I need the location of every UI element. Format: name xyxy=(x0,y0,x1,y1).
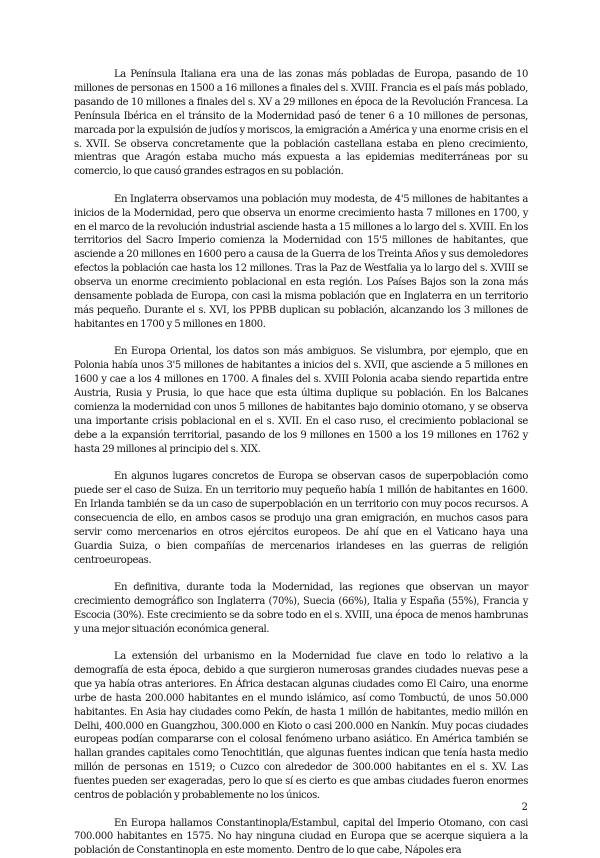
paragraph-italy-france-iberia: La Península Italiana era una de las zonas más pobladas de Europa, pasando de 10 millones de personas en 1500 a 16 millones a finales del s. XVIII. Francia es el país más poblado, pasando de 10 millones a finales del s. XV a 29 millones en época de la Revolución Francesa. La Península Ibérica en el tránsito de la Modernidad pasó de tener 6 a 10 millones de personas, marcada por la expulsión de judíos y moriscos, la emigración a América y una enorme crisis en el s. XVII. Se observa concretamente que la población castellana estaba en pleno crecimiento, mientras que Aragón estaba mucho más expuesta a las epidemias mediterráneas por su comercio, lo que causó grandes estragos en su población. xyxy=(74,68,528,179)
paragraph-constantinople: En Europa hallamos Constantinopla/Estambul, capital del Imperio Otomano, con casi 700.000 habitantes en 1575. No hay ninguna ciudad en Europa que se acerque siquiera a la población de Constantinopla en este momento. Dentro de lo que cabe, Nápoles era xyxy=(74,817,528,858)
paragraph-overpopulation: En algunos lugares concretos de Europa se observan casos de superpoblación como puede ser el caso de Suiza. En un territorio muy pequeño había 1 millón de habitantes en 1600. En Irlanda también se da un caso de superpoblación en un territorio con muy pocos recursos. A consecuencia de ello, en ambos casos se produjo una gran emigración, en muchos casos para servir como mercenarios en otros ejércitos europeos. De ahí que en el Vaticano haya una Guardia Suiza, o bien compañías de mercenarios irlandeses en las guerras de religión centroeuropeas. xyxy=(74,470,528,567)
page-number: 2 xyxy=(522,802,528,814)
paragraph-urbanism: La extensión del urbanismo en la Modernidad fue clave en todo lo relativo a la demografía de esta época, debido a que surgieron numerosas grandes ciudades nuevas pese a que ya había otras anteriores. En África destacan algunas ciudades como El Cairo, una enorme urbe de hasta 200.000 habitantes en el mundo islámico, así como Tombuctú, de unos 50.000 habitantes. En Asia hay ciudades como Pekín, de hasta 1 millón de habitantes, medio millón en Delhi, 400.000 en Guangzhou, 300.000 en Kioto o casi 200.000 en Nankín. Muy pocas ciudades europeas podían compararse con el colosal fenómeno urbano asiático. En América también se hallan grandes capitales como Tenochtitlán, que algunas fuentes indican que tenía hasta medio millón de personas en 1519; o Cuzco con alrededor de 300.000 habitantes en el s. XV. Las fuentes pueden ser exageradas, pero lo que sí es cierto es que ambas ciudades fueron enormes centros de población y probablemente no los únicos. xyxy=(74,650,528,803)
paragraph-growth-summary: En definitiva, durante toda la Modernidad, las regiones que observan un mayor crecimiento demográfico son Inglaterra (70%), Suecia (66%), Italia y España (55%), Francia y Escocia (30%). Este crecimiento se da sobre todo en el s. XVIII, una época de menos hambrunas y una mejor situación económica general. xyxy=(74,581,528,637)
paragraph-england-empire-netherlands: En Inglaterra observamos una población muy modesta, de 4'5 millones de habitantes a inicios de la Modernidad, pero que observa un enorme crecimiento hasta 7 millones en 1700, y en el marco de la revolución industrial asciende hasta a 15 millones a lo largo del s. XVIII. En los territorios del Sacro Imperio comienza la Modernidad con 15'5 millones de habitantes, que asciende a 20 millones en 1600 pero a causa de la Guerra de los Treinta Años y sus demoledores efectos la población cae hasta los 12 millones. Tras la Paz de Westfalia ya lo largo del s. XVIII se observa un enorme crecimiento poblacional en esta región. Los Países Bajos son la zona más densamente poblada de Europa, con casi la misma población que en Inglaterra en un territorio más pequeño. Durante el s. XVI, los PPBB duplican su población, alcanzando los 3 millones de habitantes en 1700 y 5 millones en 1800. xyxy=(74,193,528,332)
paragraph-eastern-europe: En Europa Oriental, los datos son más ambiguos. Se vislumbra, por ejemplo, que en Polonia había unos 3'5 millones de habitantes a inicios del s. XVII, que asciende a 5 millones en 1600 y cae a los 4 millones en 1700. A finales del s. XVIII Polonia acaba siendo repartida entre Austria, Rusia y Prusia, lo que hace que esta última duplique su población. En los Balcanes comienza la modernidad con unos 5 millones de habitantes bajo dominio otomano, y se observa una importante crisis poblacional en el s. XVII. En el caso ruso, el crecimiento poblacional se debe a la expansión territorial, pasando de los 9 millones en 1500 a los 19 millones en 1762 y hasta 29 millones al principio del s. XIX. xyxy=(74,345,528,456)
